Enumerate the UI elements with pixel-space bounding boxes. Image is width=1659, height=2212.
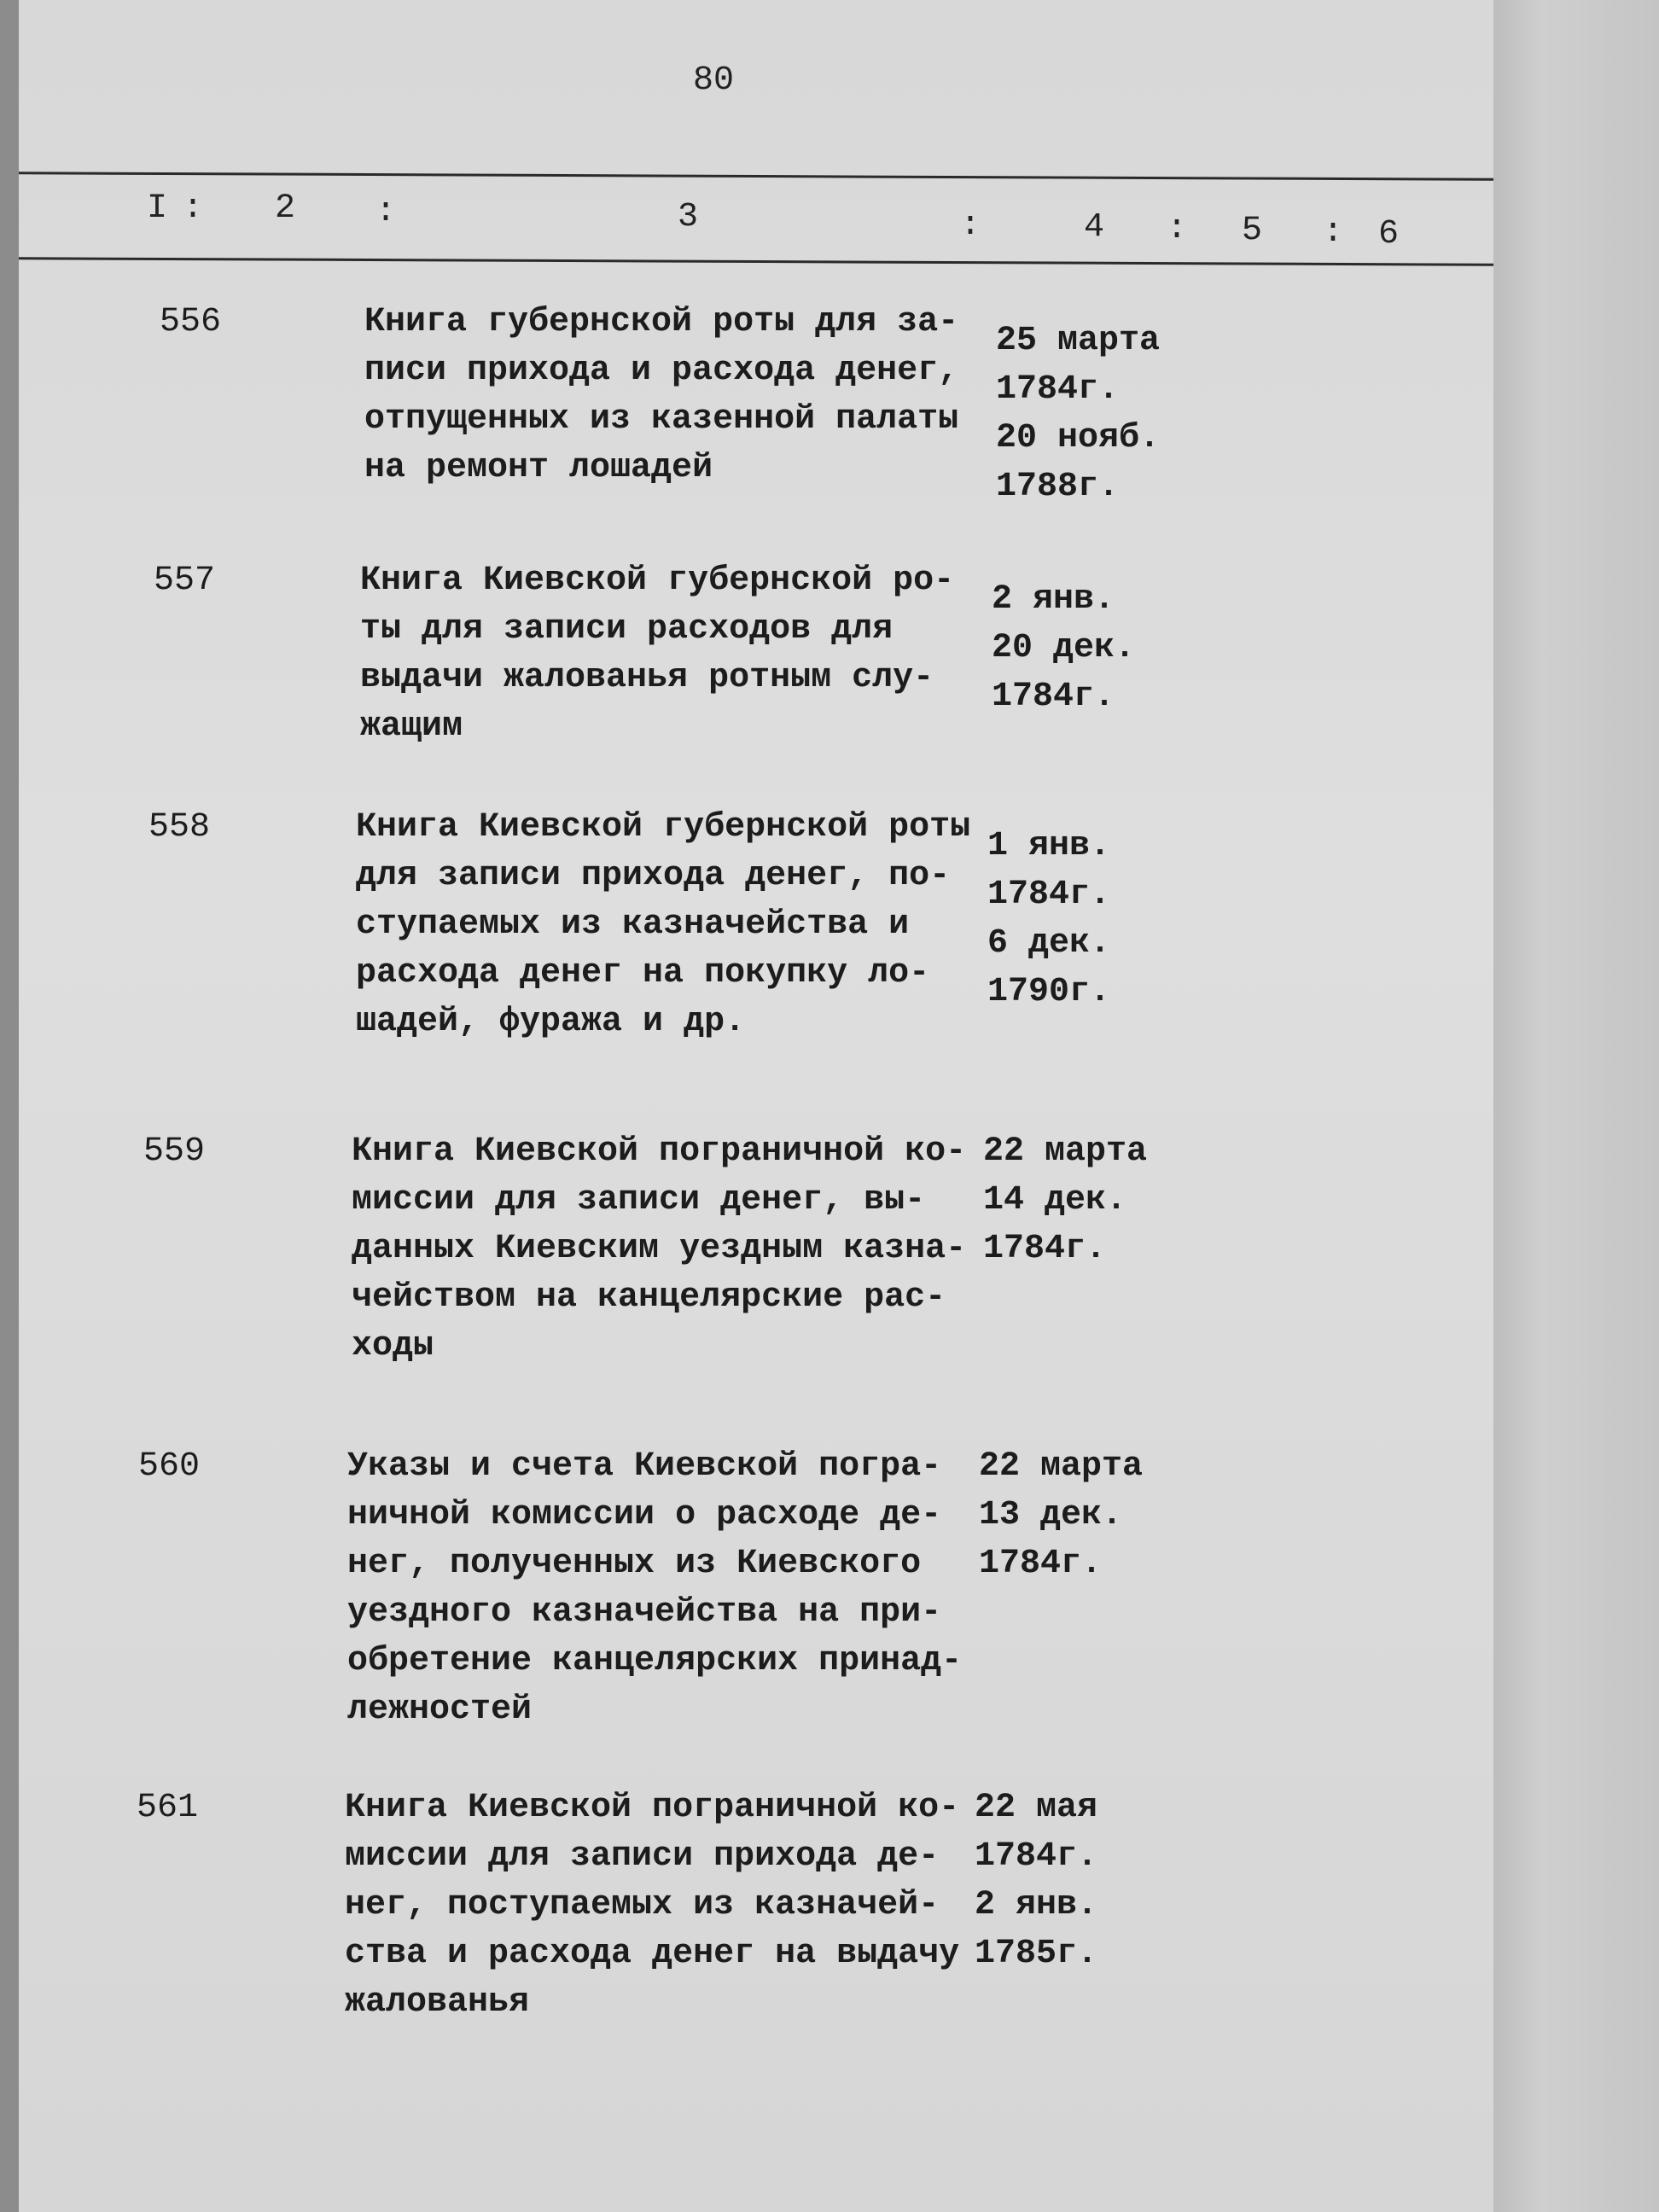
date-line: 1785г.: [975, 1935, 1098, 1973]
entry-dates: [979, 1442, 1143, 1588]
description-line: жалованья: [345, 1983, 530, 2022]
description-line: миссии для записи прихода де-: [345, 1837, 940, 1876]
column-number: 2: [275, 189, 296, 228]
description-line: на ремонт лошадей: [364, 449, 713, 487]
entry-dates: [987, 822, 1110, 1016]
description-line: чейством на канцелярские рас-: [352, 1278, 946, 1317]
description-line: лежностей: [347, 1691, 533, 1729]
description-line: уездного казначейства на при-: [347, 1593, 942, 1632]
description-line: ства и расхода денег на выдачу: [345, 1935, 960, 1973]
description-line: миссии для записи денег, вы-: [352, 1181, 926, 1220]
entry-number: 560: [138, 1447, 201, 1486]
page-number: 80: [693, 61, 735, 100]
description-line: ничной комиссии о расходе де-: [347, 1496, 942, 1534]
entry-description: [364, 298, 958, 492]
column-separator: :: [183, 189, 204, 228]
document-page: [19, 0, 1493, 2212]
entry-description: [360, 556, 954, 751]
description-line: обретение канцелярских принад-: [347, 1642, 963, 1680]
date-line: 1784г.: [979, 1545, 1103, 1583]
description-line: расхода денег на покупку ло-: [356, 954, 930, 992]
description-line: Книга Киевской пограничной ко-: [345, 1789, 960, 1827]
description-line: выдачи жалованья ротным слу-: [360, 659, 934, 697]
date-line: 20 дек.: [992, 629, 1136, 667]
entry-number: 556: [160, 303, 222, 341]
column-number: I: [147, 189, 168, 228]
entry-description: [356, 803, 970, 1046]
entry-number: 561: [137, 1789, 199, 1827]
column-number: 6: [1378, 215, 1400, 253]
header-rule-bottom: [19, 257, 1493, 266]
date-line: 1788г.: [996, 468, 1120, 506]
description-line: ты для записи расходов для: [360, 610, 894, 649]
date-line: 25 марта: [996, 322, 1161, 360]
description-line: Книга Киевской губернской ро-: [360, 562, 955, 600]
description-line: для записи прихода денег, по-: [356, 857, 951, 895]
date-line: 1784г.: [975, 1837, 1098, 1876]
date-line: 22 марта: [979, 1447, 1144, 1486]
entry-number: 558: [148, 808, 211, 847]
date-line: 1 янв.: [987, 827, 1111, 865]
description-line: данных Киевским уездным казна-: [352, 1230, 967, 1268]
column-separator: :: [1323, 213, 1344, 252]
column-separator: :: [960, 207, 981, 245]
date-line: 14 дек.: [983, 1181, 1127, 1220]
entry-dates: [992, 575, 1135, 721]
date-line: 1784г.: [983, 1230, 1107, 1268]
description-line: Книга Киевской пограничной ко-: [352, 1132, 967, 1171]
header-rule-top: [19, 172, 1493, 181]
column-number: 3: [678, 198, 699, 236]
date-line: 22 мая: [975, 1789, 1098, 1827]
description-line: жащим: [360, 707, 463, 746]
column-separator: :: [1167, 210, 1188, 248]
date-line: 2 янв.: [992, 580, 1115, 619]
description-line: нег, поступаемых из казначей-: [345, 1886, 940, 1924]
underlying-page-edge: [1493, 0, 1659, 2212]
description-line: отпущенных из казенной палаты: [364, 400, 959, 439]
entry-description: [345, 1784, 959, 2027]
entry-number: 557: [154, 562, 216, 600]
date-line: 6 дек.: [987, 924, 1111, 963]
date-line: 1784г.: [987, 876, 1111, 914]
column-number: 5: [1242, 212, 1263, 250]
column-number: 4: [1084, 208, 1105, 247]
description-line: Указы и счета Киевской погра-: [347, 1447, 942, 1486]
description-line: ходы: [352, 1327, 434, 1365]
entry-number: 559: [143, 1132, 206, 1171]
date-line: 20 нояб.: [996, 419, 1161, 457]
date-line: 1790г.: [987, 973, 1111, 1011]
description-line: Книга губернской роты для за-: [364, 303, 959, 341]
description-line: нег, полученных из Киевского: [347, 1545, 922, 1583]
entry-dates: [983, 1127, 1147, 1273]
entry-dates: [996, 317, 1160, 511]
entry-description: [347, 1442, 962, 1734]
description-line: писи прихода и расхода денег,: [364, 352, 959, 390]
date-line: 22 марта: [983, 1132, 1148, 1171]
description-line: ступаемых из казначейства и: [356, 905, 910, 944]
entry-dates: [975, 1784, 1097, 1978]
date-line: 1784г.: [992, 678, 1115, 716]
page-left-shadow: [0, 0, 19, 2212]
date-line: 13 дек.: [979, 1496, 1123, 1534]
date-line: 1784г.: [996, 370, 1120, 409]
column-separator: :: [375, 193, 397, 231]
entry-description: [352, 1127, 966, 1371]
date-line: 2 янв.: [975, 1886, 1098, 1924]
description-line: шадей, фуража и др.: [356, 1003, 746, 1041]
description-line: Книга Киевской губернской роты: [356, 808, 971, 847]
